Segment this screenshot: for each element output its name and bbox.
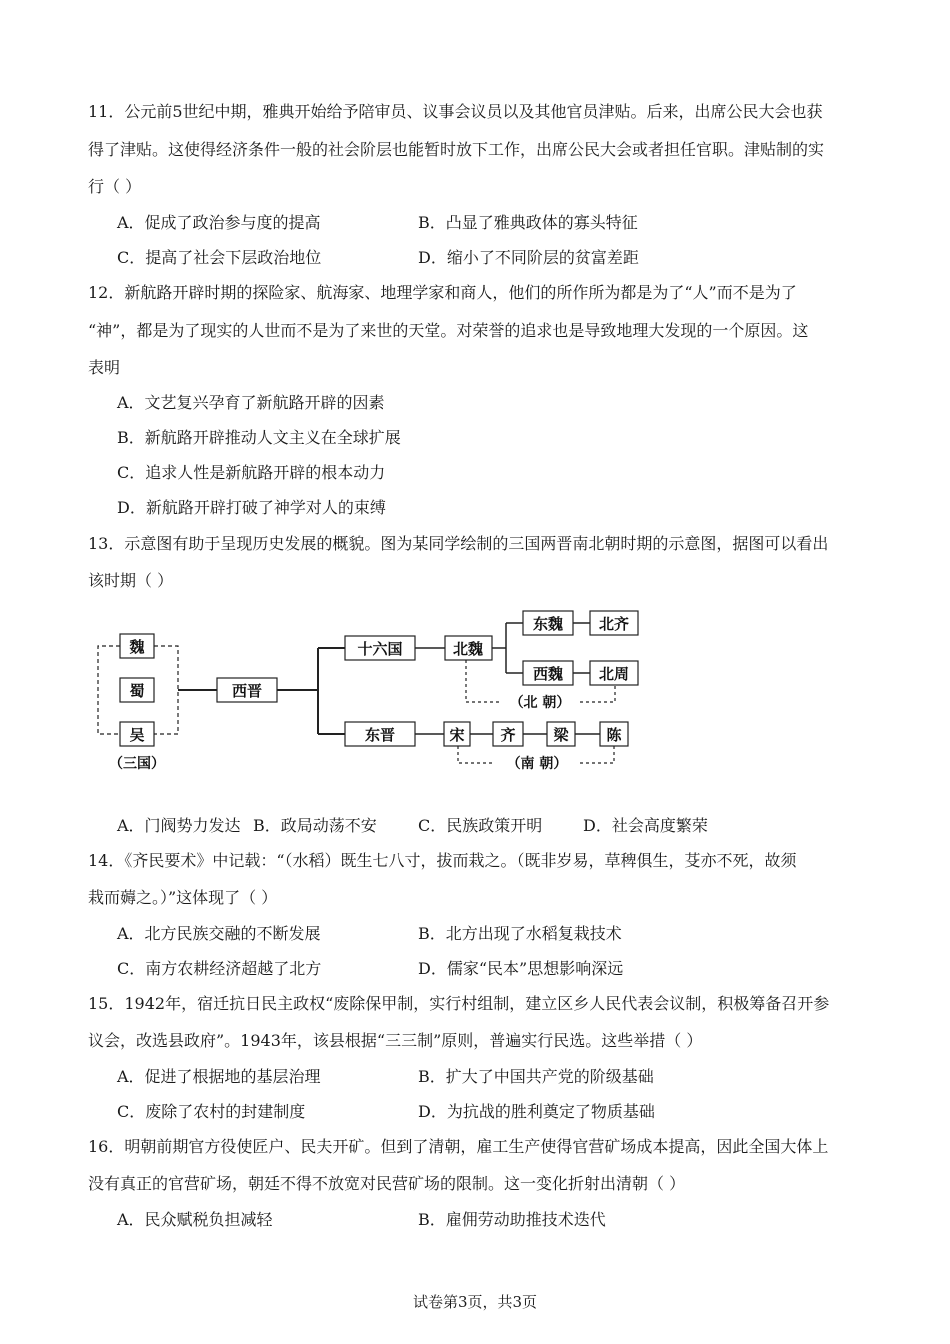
q12-option-a[interactable]: A．文艺复兴孕育了新航路开辟的因素: [117, 393, 385, 412]
q14-option-a[interactable]: A．北方民族交融的不断发展: [117, 924, 321, 943]
q11-stem-line-3: 行（ ）: [88, 177, 142, 196]
q15-stem-line-1: 15．1942年，宿迁抗日民主政权“废除保甲制，实行村组制，建立区乡人民代表会议制，积极筹备召开参: [88, 994, 830, 1013]
q12-option-d[interactable]: D．新航路开辟打破了神学对人的束缚: [117, 498, 386, 517]
q13-option-b[interactable]: B．政局动荡不安: [253, 816, 377, 835]
q11-option-b[interactable]: B．凸显了雅典政体的寡头特征: [418, 213, 638, 232]
q12-option-b[interactable]: B．新航路开辟推动人文主义在全球扩展: [117, 428, 401, 447]
q12-stem-line-2: “神”，都是为了现实的人世而不是为了来世的天堂。对荣誉的追求也是导致地理大发现的一个原因。这: [88, 321, 809, 340]
label-southern-dynasties: （南 朝）: [506, 756, 568, 772]
q12-option-c[interactable]: C．追求人性是新航路开辟的根本动力: [117, 463, 386, 482]
label-northern-qi: 北齐: [598, 615, 630, 633]
label-western-wei: 西魏: [532, 665, 564, 683]
q13-option-a[interactable]: A．门阀势力发达: [117, 816, 241, 835]
q13-stem-line-1: 13．示意图有助于呈现历史发展的概貌。图为某同学绘制的三国两晋南北朝时期的示意图，据图可以看出: [88, 534, 829, 553]
q13-option-d[interactable]: D．社会高度繁荣: [583, 816, 708, 835]
q14-option-d[interactable]: D．儒家“民本”思想影响深远: [418, 959, 624, 978]
label-eastern-wei: 东魏: [532, 615, 564, 633]
q15-option-a[interactable]: A．促进了根据地的基层治理: [117, 1067, 321, 1086]
label-three-kingdoms: （三国）: [109, 756, 165, 772]
q11-stem-line-2: 得了津贴。这使得经济条件一般的社会阶层也能暂时放下工作，出席公民大会或者担任官职。津贴制的实: [88, 140, 825, 159]
q16-option-b[interactable]: B．雇佣劳动助推技术迭代: [418, 1210, 606, 1229]
q14-stem-line-1: 14．《齐民要术》中记载：“（水稻）既生七八寸，拔而栽之。（既非岁易，草稗俱生，芟亦不死，故须: [88, 851, 797, 870]
label-chen: 陈: [606, 726, 622, 744]
q15-option-c[interactable]: C．废除了农村的封建制度: [117, 1102, 306, 1121]
q16-stem-line-2: 没有真正的官营矿场，朝廷不得不放宽对民营矿场的限制。这一变化折射出清朝（ ）: [88, 1174, 686, 1193]
q11-option-d[interactable]: D．缩小了不同阶层的贫富差距: [418, 248, 639, 267]
label-sixteen-kingdoms: 十六国: [357, 640, 403, 658]
q14-stem-line-2: 栽而薅之。）”这体现了（ ）: [88, 888, 278, 907]
q13-stem-line-2: 该时期（ ）: [88, 571, 174, 590]
page-footer: 试卷第3页，共3页: [412, 1293, 538, 1311]
q12-stem-line-3: 表明: [88, 358, 121, 377]
q14-option-b[interactable]: B．北方出现了水稻复栽技术: [418, 924, 622, 943]
q16-option-a[interactable]: A．民众赋税负担减轻: [117, 1210, 273, 1229]
label-eastern-jin: 东晋: [364, 726, 396, 744]
q13-option-c[interactable]: C．民族政策开明: [418, 816, 543, 835]
dynasty-diagram: [90, 600, 650, 780]
q15-option-b[interactable]: B．扩大了中国共产党的阶级基础: [418, 1067, 654, 1086]
label-western-jin: 西晋: [231, 682, 263, 700]
label-northern-wei: 北魏: [452, 640, 484, 658]
q15-stem-line-2: 议会，改选县政府”。1943年，该县根据“三三制”原则，普遍实行民选。这些举措（ ）: [88, 1031, 703, 1050]
label-shu: 蜀: [129, 682, 145, 700]
label-wu: 吴: [129, 726, 145, 744]
q16-stem-line-1: 16．明朝前期官方役使匠户、民夫开矿。但到了清朝，雇工生产使得官营矿场成本提高，因此全国大体上: [88, 1137, 829, 1156]
label-qi: 齐: [500, 726, 516, 744]
q11-option-c[interactable]: C．提高了社会下层政治地位: [117, 248, 322, 267]
q11-option-a[interactable]: A．促成了政治参与度的提高: [117, 213, 321, 232]
q14-option-c[interactable]: C．南方农耕经济超越了北方: [117, 959, 322, 978]
label-northern-dynasties: （北 朝）: [509, 695, 571, 711]
label-northern-zhou: 北周: [598, 665, 630, 683]
q11-stem-line-1: 11．公元前5世纪中期，雅典开始给予陪审员、议事会议员以及其他官员津贴。后来，出席公民大会也获: [88, 102, 823, 121]
label-liang: 梁: [553, 726, 569, 744]
q15-option-d[interactable]: D．为抗战的胜利奠定了物质基础: [418, 1102, 655, 1121]
label-wei: 魏: [129, 638, 145, 656]
q12-stem-line-1: 12．新航路开辟时期的探险家、航海家、地理学家和商人，他们的所作所为都是为了“人”而不是为了: [88, 283, 797, 302]
label-song: 宋: [449, 726, 465, 744]
